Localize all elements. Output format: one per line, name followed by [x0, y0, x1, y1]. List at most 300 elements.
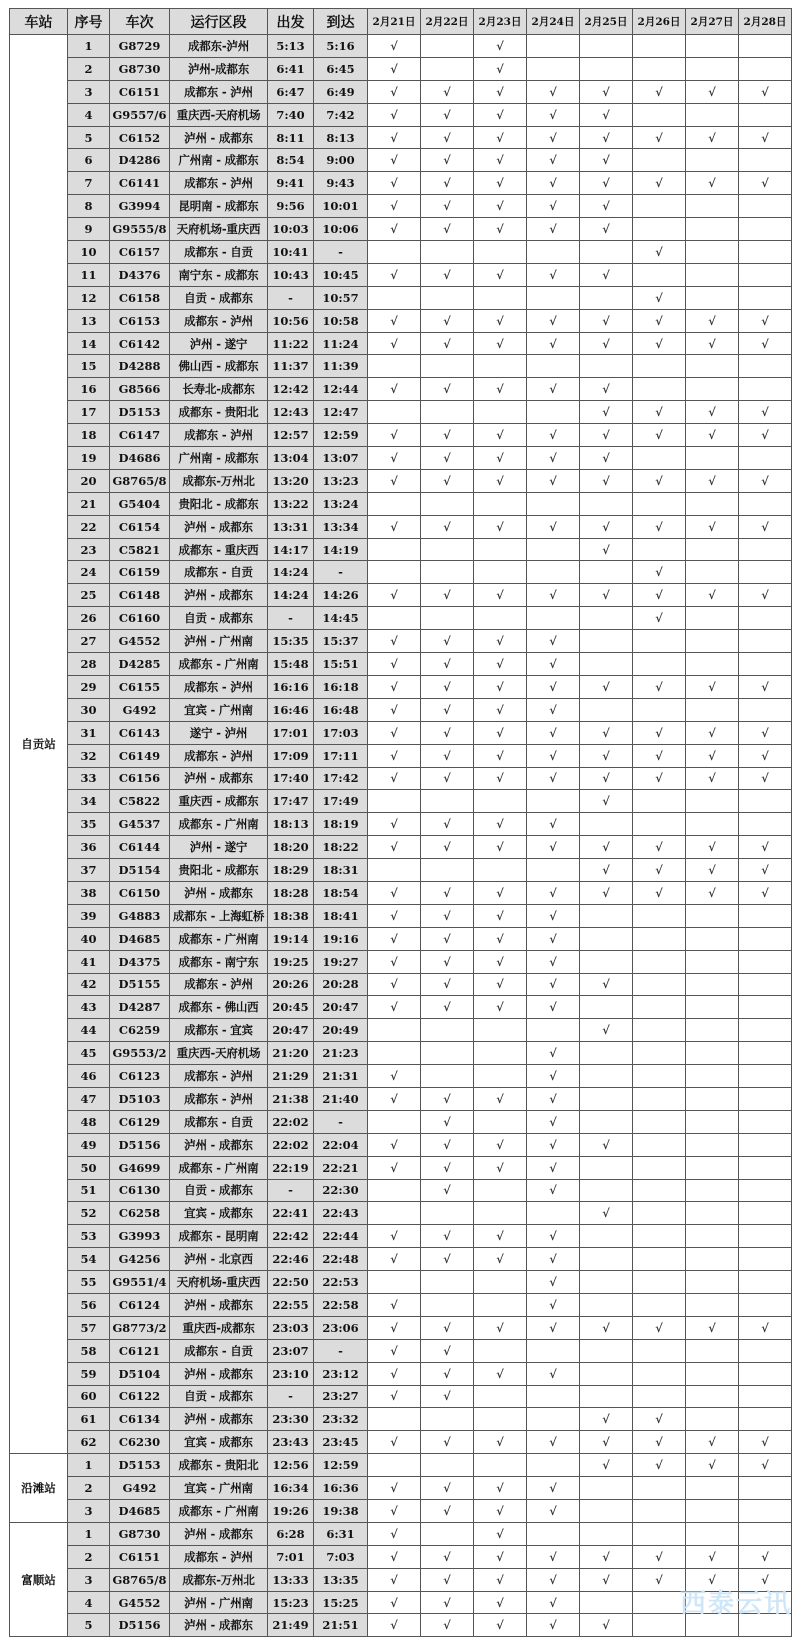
day-cell: √	[686, 401, 739, 424]
day-cell: √	[368, 172, 421, 195]
day-cell	[474, 1065, 527, 1088]
arrival-cell: 11:39	[314, 355, 368, 378]
seq-cell: 26	[68, 607, 110, 630]
day-cell	[580, 653, 633, 676]
departure-cell: 22:02	[268, 1110, 314, 1133]
day-cell	[527, 790, 580, 813]
seq-cell: 1	[68, 1454, 110, 1477]
day-cell	[527, 1385, 580, 1408]
train-number-cell: G8765/8	[110, 1568, 170, 1591]
arrival-cell: 20:47	[314, 996, 368, 1019]
seq-cell: 3	[68, 1568, 110, 1591]
day-cell: √	[633, 469, 686, 492]
day-cell	[580, 1591, 633, 1614]
arrival-cell: 7:03	[314, 1545, 368, 1568]
train-number-cell: G9555/8	[110, 218, 170, 241]
day-cell	[580, 1065, 633, 1088]
day-cell	[474, 286, 527, 309]
train-number-cell: D4286	[110, 149, 170, 172]
watermark-logo: 西泰云讯	[679, 1589, 792, 1619]
day-cell: √	[580, 1019, 633, 1042]
departure-cell: 20:26	[268, 973, 314, 996]
day-cell: √	[580, 447, 633, 470]
day-cell: √	[368, 1591, 421, 1614]
arrival-cell: 12:59	[314, 1454, 368, 1477]
train-number-cell: C6149	[110, 744, 170, 767]
day-cell: √	[474, 1545, 527, 1568]
day-cell	[739, 538, 792, 561]
route-cell: 天府机场-重庆西	[170, 218, 268, 241]
table-row	[10, 195, 792, 218]
day-cell: √	[633, 332, 686, 355]
table-row	[10, 744, 792, 767]
day-cell	[368, 859, 421, 882]
table-row	[10, 332, 792, 355]
day-cell: √	[633, 401, 686, 424]
departure-cell: 6:28	[268, 1522, 314, 1545]
seq-cell: 33	[68, 767, 110, 790]
seq-cell: 8	[68, 195, 110, 218]
day-cell	[686, 996, 739, 1019]
day-cell: √	[368, 836, 421, 859]
train-number-cell: G5404	[110, 492, 170, 515]
day-cell	[580, 1385, 633, 1408]
departure-cell: 6:41	[268, 57, 314, 80]
day-cell	[421, 401, 474, 424]
departure-cell: 19:14	[268, 927, 314, 950]
day-cell	[368, 241, 421, 264]
day-cell	[368, 1202, 421, 1225]
table-body	[10, 35, 792, 1637]
day-cell	[686, 561, 739, 584]
train-number-cell: G8566	[110, 378, 170, 401]
day-cell	[633, 378, 686, 401]
train-number-cell: G4537	[110, 813, 170, 836]
day-cell	[686, 698, 739, 721]
train-number-cell: G9553/2	[110, 1042, 170, 1065]
day-cell	[421, 492, 474, 515]
day-cell: √	[527, 1271, 580, 1294]
train-number-cell: C6158	[110, 286, 170, 309]
day-cell	[474, 1179, 527, 1202]
route-cell: 泸州 - 成都东	[170, 1362, 268, 1385]
day-cell: √	[527, 1545, 580, 1568]
header-departure: 出发	[268, 9, 314, 35]
departure-cell: 18:13	[268, 813, 314, 836]
day-cell	[474, 1042, 527, 1065]
departure-cell: 8:54	[268, 149, 314, 172]
day-cell: √	[474, 927, 527, 950]
day-cell: √	[474, 1225, 527, 1248]
table-row	[10, 996, 792, 1019]
day-cell	[527, 1019, 580, 1042]
route-cell: 宜宾 - 广州南	[170, 1477, 268, 1500]
seq-cell: 46	[68, 1065, 110, 1088]
train-number-cell: C6148	[110, 584, 170, 607]
seq-cell: 5	[68, 126, 110, 149]
train-number-cell: D5154	[110, 859, 170, 882]
day-cell	[580, 355, 633, 378]
arrival-cell: 18:19	[314, 813, 368, 836]
day-cell	[527, 538, 580, 561]
day-cell	[633, 195, 686, 218]
day-cell	[633, 1019, 686, 1042]
departure-cell: -	[268, 286, 314, 309]
day-cell: √	[474, 1522, 527, 1545]
table-row	[10, 355, 792, 378]
day-cell	[421, 1065, 474, 1088]
table-row	[10, 309, 792, 332]
route-cell: 成都东 - 泸州	[170, 309, 268, 332]
day-cell	[421, 1202, 474, 1225]
day-cell: √	[368, 1156, 421, 1179]
day-cell: √	[580, 836, 633, 859]
table-row	[10, 35, 792, 58]
day-cell	[686, 1385, 739, 1408]
day-cell: √	[580, 790, 633, 813]
day-cell: √	[368, 309, 421, 332]
route-cell: 泸州 - 成都东	[170, 1133, 268, 1156]
day-cell: √	[686, 744, 739, 767]
day-cell: √	[527, 836, 580, 859]
day-cell	[580, 813, 633, 836]
arrival-cell: 22:44	[314, 1225, 368, 1248]
arrival-cell: 23:27	[314, 1385, 368, 1408]
arrival-cell: -	[314, 1110, 368, 1133]
day-cell	[686, 904, 739, 927]
day-cell	[474, 241, 527, 264]
day-cell	[739, 263, 792, 286]
table-row	[10, 561, 792, 584]
day-cell	[633, 1065, 686, 1088]
day-cell	[633, 538, 686, 561]
table-row	[10, 1614, 792, 1637]
departure-cell: 15:23	[268, 1591, 314, 1614]
day-cell: √	[686, 1454, 739, 1477]
day-cell: √	[633, 126, 686, 149]
day-cell: √	[421, 1179, 474, 1202]
seq-cell: 4	[68, 1591, 110, 1614]
route-cell: 重庆西-天府机场	[170, 103, 268, 126]
route-cell: 泸州 - 北京西	[170, 1248, 268, 1271]
train-number-cell: G8730	[110, 57, 170, 80]
seq-cell: 30	[68, 698, 110, 721]
day-cell: √	[421, 126, 474, 149]
train-number-cell: D4288	[110, 355, 170, 378]
seq-cell: 21	[68, 492, 110, 515]
route-cell: 成都东 - 自贡	[170, 1339, 268, 1362]
day-cell: √	[474, 584, 527, 607]
day-cell	[739, 492, 792, 515]
train-number-cell: C5821	[110, 538, 170, 561]
day-cell	[474, 1019, 527, 1042]
day-cell	[527, 492, 580, 515]
day-cell	[686, 35, 739, 58]
departure-cell: 12:42	[268, 378, 314, 401]
seq-cell: 45	[68, 1042, 110, 1065]
train-number-cell: D5153	[110, 1454, 170, 1477]
seq-cell: 42	[68, 973, 110, 996]
day-cell	[580, 1179, 633, 1202]
day-cell: √	[421, 309, 474, 332]
departure-cell: -	[268, 1179, 314, 1202]
day-cell	[686, 1477, 739, 1500]
header-arrival: 到达	[314, 9, 368, 35]
arrival-cell: 21:40	[314, 1087, 368, 1110]
day-cell: √	[686, 1431, 739, 1454]
header-route: 运行区段	[170, 9, 268, 35]
day-cell: √	[421, 1316, 474, 1339]
day-cell	[633, 973, 686, 996]
day-cell	[368, 401, 421, 424]
day-cell	[580, 286, 633, 309]
seq-cell: 14	[68, 332, 110, 355]
day-cell	[686, 1042, 739, 1065]
day-cell: √	[527, 126, 580, 149]
arrival-cell: 10:01	[314, 195, 368, 218]
day-cell: √	[368, 1293, 421, 1316]
day-cell: √	[739, 515, 792, 538]
route-cell: 成都东 - 南宁东	[170, 950, 268, 973]
day-cell: √	[739, 332, 792, 355]
departure-cell: 10:43	[268, 263, 314, 286]
day-cell: √	[474, 1248, 527, 1271]
day-cell	[686, 1087, 739, 1110]
day-cell: √	[580, 881, 633, 904]
day-cell	[686, 538, 739, 561]
table-row	[10, 241, 792, 264]
day-cell	[527, 561, 580, 584]
day-cell: √	[686, 309, 739, 332]
header-date: 2月27日	[686, 9, 739, 35]
route-cell: 遂宁 - 泸州	[170, 721, 268, 744]
day-cell: √	[474, 1156, 527, 1179]
arrival-cell: 12:59	[314, 424, 368, 447]
day-cell	[421, 286, 474, 309]
day-cell	[686, 103, 739, 126]
seq-cell: 5	[68, 1614, 110, 1637]
seq-cell: 53	[68, 1225, 110, 1248]
day-cell	[633, 1385, 686, 1408]
seq-cell: 16	[68, 378, 110, 401]
day-cell	[368, 1454, 421, 1477]
train-number-cell: C6124	[110, 1293, 170, 1316]
day-cell: √	[421, 1545, 474, 1568]
day-cell	[739, 1042, 792, 1065]
departure-cell: 12:57	[268, 424, 314, 447]
day-cell: √	[368, 904, 421, 927]
day-cell	[633, 1042, 686, 1065]
day-cell: √	[527, 1500, 580, 1523]
day-cell	[527, 241, 580, 264]
day-cell	[686, 195, 739, 218]
day-cell: √	[580, 1454, 633, 1477]
day-cell: √	[421, 378, 474, 401]
day-cell: √	[421, 927, 474, 950]
day-cell: √	[580, 767, 633, 790]
day-cell: √	[739, 836, 792, 859]
day-cell	[686, 286, 739, 309]
seq-cell: 2	[68, 1477, 110, 1500]
arrival-cell: 21:31	[314, 1065, 368, 1088]
departure-cell: 20:47	[268, 1019, 314, 1042]
day-cell	[633, 103, 686, 126]
seq-cell: 34	[68, 790, 110, 813]
departure-cell: 8:11	[268, 126, 314, 149]
departure-cell: 22:02	[268, 1133, 314, 1156]
arrival-cell: -	[314, 561, 368, 584]
day-cell: √	[474, 1477, 527, 1500]
train-number-cell: C6153	[110, 309, 170, 332]
day-cell	[686, 263, 739, 286]
day-cell: √	[527, 1087, 580, 1110]
table-row	[10, 813, 792, 836]
day-cell	[739, 1179, 792, 1202]
day-cell: √	[421, 1087, 474, 1110]
day-cell	[739, 950, 792, 973]
seq-cell: 37	[68, 859, 110, 882]
table-row	[10, 1087, 792, 1110]
day-cell: √	[421, 1225, 474, 1248]
seq-cell: 3	[68, 80, 110, 103]
table-row	[10, 1362, 792, 1385]
day-cell: √	[421, 1500, 474, 1523]
day-cell: √	[527, 1316, 580, 1339]
departure-cell: 12:43	[268, 401, 314, 424]
route-cell: 成都东-泸州	[170, 35, 268, 58]
seq-cell: 32	[68, 744, 110, 767]
arrival-cell: 22:43	[314, 1202, 368, 1225]
table-row	[10, 263, 792, 286]
seq-cell: 58	[68, 1339, 110, 1362]
day-cell	[686, 1408, 739, 1431]
day-cell	[580, 698, 633, 721]
day-cell	[686, 1019, 739, 1042]
day-cell: √	[368, 469, 421, 492]
day-cell: √	[421, 767, 474, 790]
day-cell	[527, 1202, 580, 1225]
table-row	[10, 103, 792, 126]
day-cell	[633, 1477, 686, 1500]
day-cell: √	[527, 1156, 580, 1179]
table-row	[10, 286, 792, 309]
day-cell	[686, 1522, 739, 1545]
train-number-cell: C6258	[110, 1202, 170, 1225]
day-cell: √	[580, 378, 633, 401]
day-cell: √	[527, 149, 580, 172]
day-cell: √	[368, 996, 421, 1019]
day-cell: √	[527, 721, 580, 744]
train-number-cell: C6147	[110, 424, 170, 447]
day-cell: √	[633, 515, 686, 538]
day-cell	[686, 790, 739, 813]
day-cell	[686, 607, 739, 630]
day-cell	[633, 1225, 686, 1248]
day-cell: √	[474, 767, 527, 790]
day-cell	[633, 218, 686, 241]
departure-cell: 9:56	[268, 195, 314, 218]
day-cell	[686, 653, 739, 676]
day-cell: √	[368, 1568, 421, 1591]
train-number-cell: D5103	[110, 1087, 170, 1110]
day-cell	[739, 241, 792, 264]
train-number-cell: C5822	[110, 790, 170, 813]
day-cell: √	[633, 561, 686, 584]
route-cell: 成都东 - 泸州	[170, 973, 268, 996]
day-cell: √	[527, 1133, 580, 1156]
departure-cell: 10:56	[268, 309, 314, 332]
day-cell: √	[368, 1339, 421, 1362]
train-number-cell: C6144	[110, 836, 170, 859]
day-cell	[580, 1042, 633, 1065]
day-cell	[474, 1454, 527, 1477]
day-cell	[580, 927, 633, 950]
seq-cell: 51	[68, 1179, 110, 1202]
arrival-cell: 23:12	[314, 1362, 368, 1385]
route-cell: 成都东 - 佛山西	[170, 996, 268, 1019]
day-cell	[368, 790, 421, 813]
day-cell	[580, 630, 633, 653]
train-number-cell: G8729	[110, 35, 170, 58]
train-number-cell: D4685	[110, 927, 170, 950]
route-cell: 成都东 - 自贡	[170, 241, 268, 264]
day-cell	[739, 286, 792, 309]
arrival-cell: 16:48	[314, 698, 368, 721]
arrival-cell: 13:24	[314, 492, 368, 515]
day-cell: √	[686, 515, 739, 538]
departure-cell: 21:29	[268, 1065, 314, 1088]
seq-cell: 24	[68, 561, 110, 584]
day-cell	[633, 1522, 686, 1545]
day-cell	[739, 1362, 792, 1385]
arrival-cell: 22:04	[314, 1133, 368, 1156]
day-cell: √	[368, 1431, 421, 1454]
table-row	[10, 836, 792, 859]
departure-cell: 18:28	[268, 881, 314, 904]
arrival-cell: 16:36	[314, 1477, 368, 1500]
route-cell: 成都东 - 泸州	[170, 172, 268, 195]
day-cell	[474, 1110, 527, 1133]
day-cell: √	[580, 1614, 633, 1637]
train-number-cell: D5155	[110, 973, 170, 996]
table-row	[10, 80, 792, 103]
route-cell: 重庆西 - 成都东	[170, 790, 268, 813]
day-cell	[686, 1179, 739, 1202]
day-cell: √	[739, 401, 792, 424]
day-cell	[739, 630, 792, 653]
arrival-cell: 13:23	[314, 469, 368, 492]
arrival-cell: 22:30	[314, 1179, 368, 1202]
day-cell	[421, 607, 474, 630]
day-cell: √	[368, 447, 421, 470]
route-cell: 泸州 - 成都东	[170, 881, 268, 904]
day-cell	[633, 1248, 686, 1271]
arrival-cell: -	[314, 241, 368, 264]
train-number-cell: C6143	[110, 721, 170, 744]
seq-cell: 40	[68, 927, 110, 950]
day-cell: √	[527, 195, 580, 218]
day-cell	[633, 996, 686, 1019]
route-cell: 成都东 - 泸州	[170, 744, 268, 767]
seq-cell: 1	[68, 1522, 110, 1545]
day-cell	[633, 1110, 686, 1133]
day-cell	[686, 1225, 739, 1248]
route-cell: 成都东 - 昆明南	[170, 1225, 268, 1248]
day-cell: √	[474, 950, 527, 973]
day-cell: √	[368, 973, 421, 996]
day-cell: √	[421, 996, 474, 1019]
seq-cell: 56	[68, 1293, 110, 1316]
